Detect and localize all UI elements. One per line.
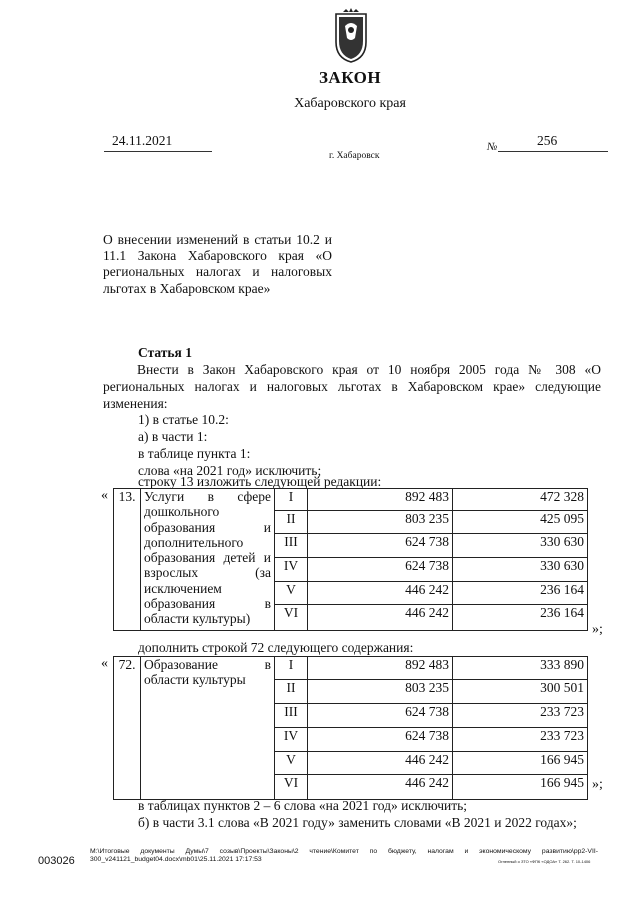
number-sign: №	[487, 141, 498, 153]
table-cell: II	[275, 511, 308, 534]
date-underline	[104, 151, 212, 152]
table13-row-number: 13.	[114, 489, 141, 631]
table-cell: 624 738	[308, 728, 453, 752]
table-row-72	[113, 656, 588, 800]
table-row-13	[113, 488, 588, 631]
article-intro: Внести в Закон Хабаровского края от 10 ноября 2005 года № 308 «О региональных налогах и налоговых льготах в Хабаровском крае» следующие изменения:	[103, 362, 601, 411]
table-cell: 472 328	[453, 489, 588, 511]
table-cell: 330 630	[453, 534, 588, 558]
table-cell: VI	[275, 775, 308, 800]
amend-line-4: слова «на 2021 год» исключить;	[138, 463, 322, 478]
footer-code: 003026	[38, 855, 75, 867]
table-cell: V	[275, 582, 308, 605]
table-cell: 166 945	[453, 775, 588, 800]
table-cell: 330 630	[453, 558, 588, 582]
article-title: Статья 1	[138, 345, 192, 360]
amend-line-1: 1) в статье 10.2:	[138, 412, 229, 427]
law-date: 24.11.2021	[112, 133, 173, 148]
law-heading: О внесении изменений в статьи 10.2 и 11.1 Закона Хабаровского края «О региональных налогах и налоговых льготах в Хабаровском крае»	[103, 232, 332, 296]
table-cell: VI	[275, 605, 308, 631]
table-cell: IV	[275, 558, 308, 582]
table-cell: 624 738	[308, 534, 453, 558]
table-cell: 803 235	[308, 511, 453, 534]
after-line-2: б) в части 3.1 слова «В 2021 году» заменить словами «В 2021 и 2022 годах»;	[138, 815, 577, 830]
footer-file-path: M:\Итоговые документы Думы\7 созыв\Проекты\Законы\2 чтение\Комитет по бюджету, налогам и экономическому развитию\pp2-VII-300_v241121_budget04.docx\mb01\25.11.2021 17:17:53	[90, 848, 598, 864]
amend-line-3: в таблице пункта 1:	[138, 446, 251, 461]
table-cell: 236 164	[453, 605, 588, 631]
table-cell: IV	[275, 728, 308, 752]
table-cell: III	[275, 704, 308, 728]
number-underline	[498, 151, 608, 152]
add-row-line: дополнить строкой 72 следующего содержания:	[138, 640, 414, 655]
table-cell: V	[275, 752, 308, 775]
table13-open-quote: «	[101, 488, 108, 503]
amend-line-2: а) в части 1:	[138, 429, 208, 444]
table72-close-quote: »;	[592, 777, 603, 792]
document-title: ЗАКОН	[318, 68, 382, 87]
table-cell: 300 501	[453, 680, 588, 704]
table-cell: 892 483	[308, 657, 453, 680]
table-cell: 446 242	[308, 775, 453, 800]
table-cell: I	[275, 489, 308, 511]
table13-service: Услуги в сфере дошкольного образования и дополнительного образования детей и взрослых (за исключением образования в области культуры)	[141, 489, 275, 631]
footer-small-print: Огненный о ЗТО «ФПК «ОДОА» Т. 262. Т. 10-1406	[498, 859, 591, 864]
table72-service: Образование в области культуры	[141, 657, 275, 800]
table-cell: 166 945	[453, 752, 588, 775]
table-cell: 803 235	[308, 680, 453, 704]
table-cell: 333 890	[453, 657, 588, 680]
table-cell: 624 738	[308, 704, 453, 728]
coat-of-arms-emblem	[331, 8, 371, 64]
table-cell: 233 723	[453, 704, 588, 728]
table-cell: III	[275, 534, 308, 558]
table-cell: 425 095	[453, 511, 588, 534]
law-city: г. Хабаровск	[329, 151, 380, 161]
table-cell: 236 164	[453, 582, 588, 605]
amend-line-5: строку 13 изложить следующей редакции:	[138, 474, 382, 489]
table-cell: I	[275, 657, 308, 680]
table-cell: II	[275, 680, 308, 704]
table-cell: 624 738	[308, 558, 453, 582]
after-line-1: в таблицах пунктов 2 – 6 слова «на 2021 год» исключить;	[138, 798, 468, 813]
document-subtitle: Хабаровского края	[294, 96, 406, 111]
table13-close-quote: »;	[592, 622, 603, 637]
table-cell: 446 242	[308, 752, 453, 775]
table-cell: 446 242	[308, 582, 453, 605]
table72-row-number: 72.	[114, 657, 141, 800]
table-cell: 892 483	[308, 489, 453, 511]
law-number: 256	[537, 133, 558, 148]
table72-open-quote: «	[101, 656, 108, 671]
table-cell: 446 242	[308, 605, 453, 631]
table-cell: 233 723	[453, 728, 588, 752]
